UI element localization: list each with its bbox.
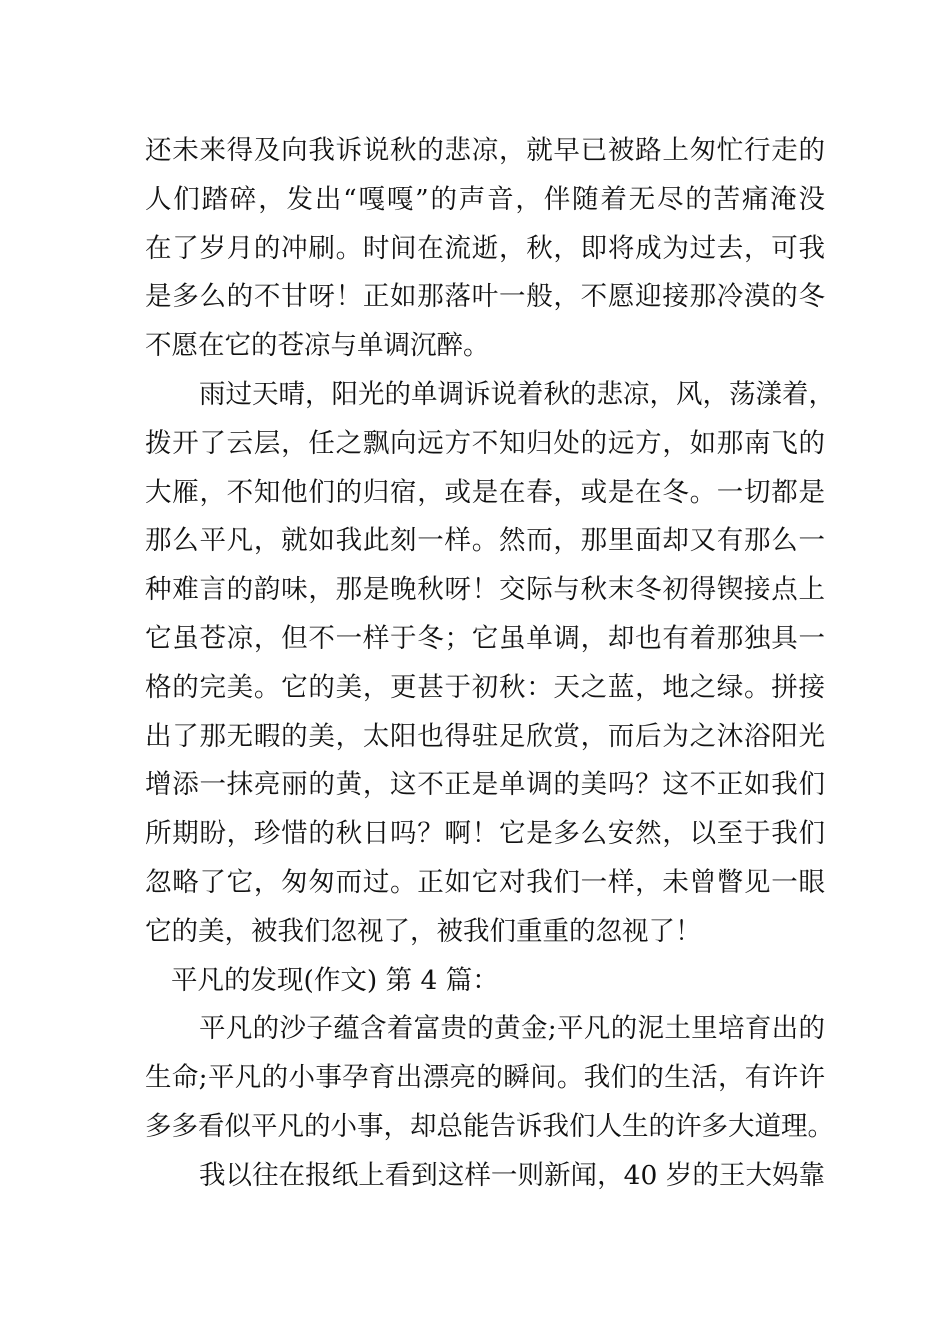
paragraph bbox=[145, 127, 825, 371]
text-line: 是多么的不甘呀！正如那落叶一般，不愿迎接那冷漠的冬 bbox=[145, 281, 825, 313]
text-line: 所期盼，珍惜的秋日吗？啊！它是多么安然，以至于我们 bbox=[145, 818, 825, 850]
text-line: 种难言的韵味，那是晚秋呀！交际与秋末冬初得锲接点上 bbox=[145, 574, 825, 606]
text-line: 我以往在报纸上看到这样一则新闻，40 岁的王大妈靠 bbox=[199, 1159, 825, 1191]
text-line: 它虽苍凉，但不一样于冬；它虽单调，却也有着那独具一 bbox=[145, 622, 825, 654]
paragraph bbox=[145, 1152, 825, 1201]
text-line: 大雁，不知他们的归宿，或是在春，或是在冬。一切都是 bbox=[145, 476, 825, 508]
paragraph bbox=[145, 1005, 834, 1151]
document-body bbox=[145, 127, 835, 1201]
text-line: 在了岁月的冲刷。时间在流逝，秋，即将成为过去，可我 bbox=[145, 232, 825, 264]
text-line: 它的美，被我们忽视了，被我们重重的忽视了！ bbox=[145, 915, 702, 947]
text-line: 格的完美。它的美，更甚于初秋：天之蓝，地之绿。拼接 bbox=[145, 671, 825, 703]
paragraph bbox=[145, 371, 835, 957]
text-line: 雨过天晴，阳光的单调诉说着秋的悲凉，风，荡漾着， bbox=[199, 378, 835, 410]
text-line: 出了那无暇的美，太阳也得驻足欣赏，而后为之沐浴阳光 bbox=[145, 720, 825, 752]
text-line: 增添一抹亮丽的黄，这不正是单调的美吗？这不正如我们 bbox=[145, 769, 825, 801]
text-line: 多多看似平凡的小事，却总能告诉我们人生的许多大道理。 bbox=[145, 1110, 834, 1142]
text-line: 平凡的沙子蕴含着富贵的黄金;平凡的泥土里培育出的 bbox=[199, 1013, 825, 1045]
text-line: 忽略了它，匆匆而过。正如它对我们一样，未曾瞥见一眼 bbox=[145, 866, 825, 898]
text-line: 生命;平凡的小事孕育出漂亮的瞬间。我们的生活，有许许 bbox=[145, 1062, 825, 1094]
heading-line: 平凡的发现(作文) 第 4 篇： bbox=[171, 964, 499, 996]
section-heading bbox=[145, 957, 825, 1006]
text-line: 人们踏碎，发出“嘎嘎”的声音，伴随着无尽的苦痛淹没 bbox=[145, 183, 825, 215]
text-line: 那么平凡，就如我此刻一样。然而，那里面却又有那么一 bbox=[145, 525, 825, 557]
text-line: 不愿在它的苍凉与单调沉醉。 bbox=[145, 330, 490, 362]
text-line: 拨开了云层，任之飘向远方不知归处的远方，如那南飞的 bbox=[145, 427, 825, 459]
text-line: 还未来得及向我诉说秋的悲凉，就早已被路上匆忙行走的 bbox=[145, 135, 825, 166]
